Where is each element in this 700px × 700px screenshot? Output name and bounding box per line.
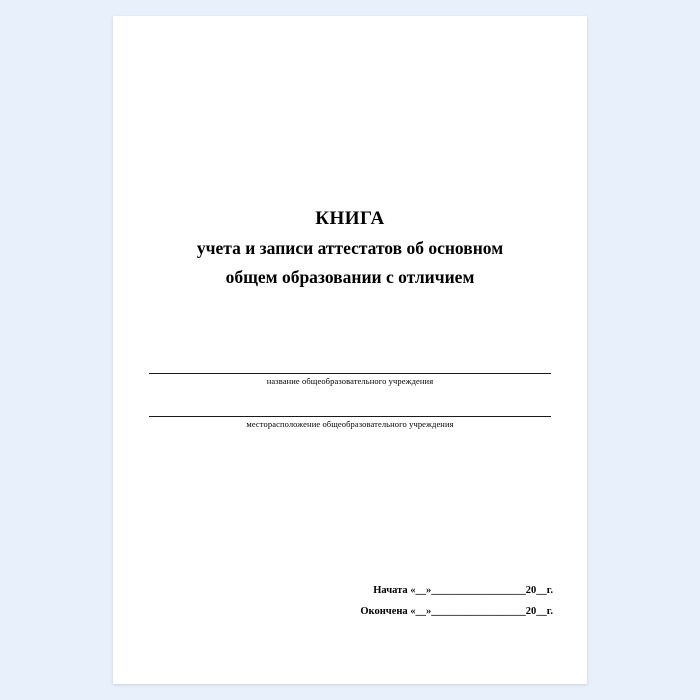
footer-started-label: Начата: [373, 585, 408, 596]
footer-row-finished: [360, 601, 553, 622]
field-institution-location-caption: месторасположение общеобразовательного учреждения: [246, 419, 454, 429]
fill-in-fields: [149, 356, 551, 442]
document-footer: [360, 580, 553, 622]
footer-finished-label: Окончена: [360, 606, 408, 617]
page-subtitle-line-1: учета и записи аттестатов об основном: [196, 237, 504, 258]
page-title: КНИГА: [315, 208, 385, 229]
field-institution-location: [149, 399, 551, 429]
footer-started-value[interactable]: «__»__________________20__г.: [410, 585, 553, 596]
footer-finished-value[interactable]: «__»__________________20__г.: [410, 606, 553, 617]
document-title-block: [113, 206, 587, 290]
field-institution-name: [149, 356, 551, 386]
field-institution-location-line[interactable]: [149, 399, 551, 417]
footer-row-started: [360, 580, 553, 601]
document-page: [113, 16, 587, 684]
field-institution-name-caption: название общеобразовательного учреждения: [266, 376, 434, 386]
field-institution-name-line[interactable]: [149, 356, 551, 374]
page-subtitle-line-2: общем образовании с отличием: [225, 267, 475, 288]
